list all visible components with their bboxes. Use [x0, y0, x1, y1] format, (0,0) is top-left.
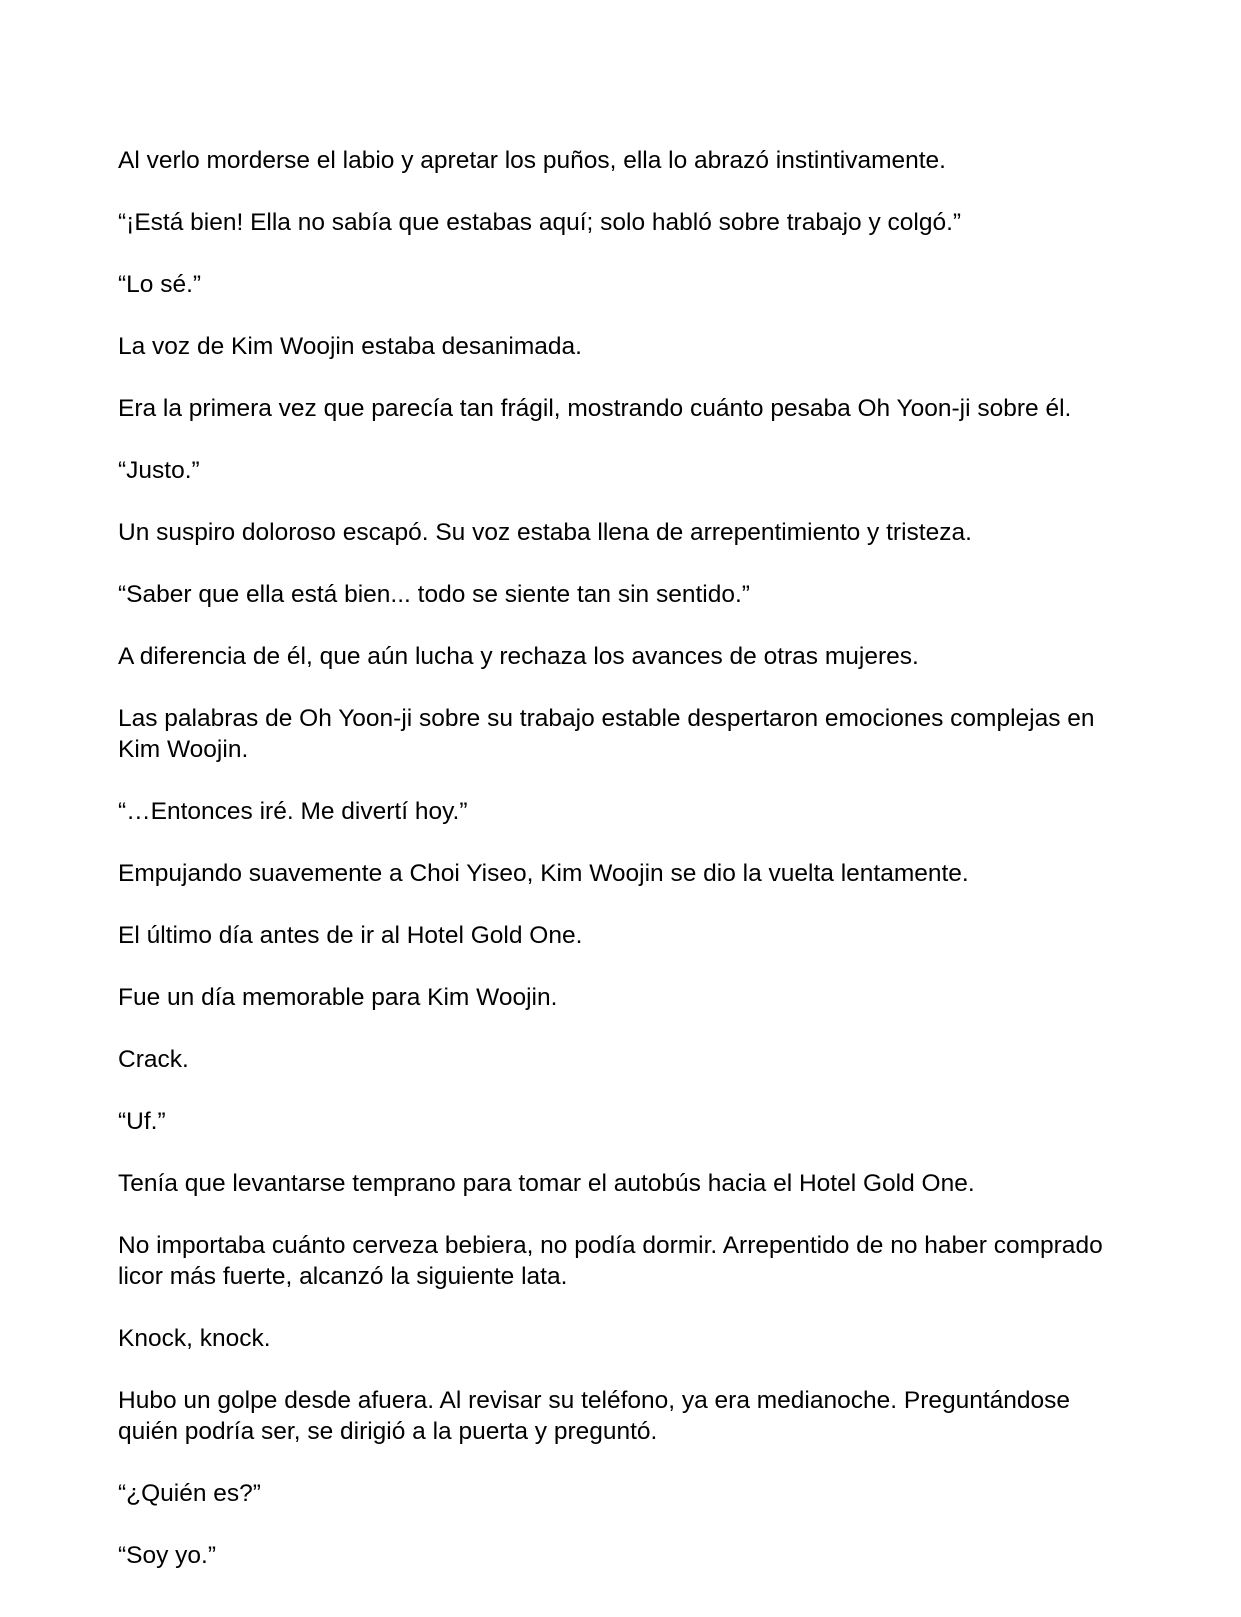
paragraph: “Lo sé.” — [118, 271, 202, 298]
paragraph: “¿Quién es?” — [118, 1480, 261, 1507]
paragraph: La voz de Kim Woojin estaba desanimada. — [118, 333, 582, 360]
paragraph: Fue un día memorable para Kim Woojin. — [118, 984, 558, 1011]
paragraph: Hubo un golpe desde afuera. Al revisar su teléfono, ya era medianoche. Preguntándose quién podría ser, se dirigió a la puerta y preguntó. — [118, 1387, 1071, 1445]
paragraph: “…Entonces iré. Me divertí hoy.” — [118, 798, 468, 825]
document-body — [118, 145, 1118, 1602]
paragraph: “Justo.” — [118, 457, 200, 484]
paragraph: “Saber que ella está bien... todo se siente tan sin sentido.” — [118, 581, 750, 608]
paragraph: “¡Está bien! Ella no sabía que estabas aquí; solo habló sobre trabajo y colgó.” — [118, 209, 962, 236]
paragraph: Knock, knock. — [118, 1325, 271, 1352]
paragraph: El último día antes de ir al Hotel Gold One. — [118, 922, 583, 949]
paragraph: No importaba cuánto cerveza bebiera, no podía dormir. Arrepentido de no haber comprado licor más fuerte, alcanzó la siguiente lata. — [118, 1232, 1103, 1290]
paragraph: Era la primera vez que parecía tan frágil, mostrando cuánto pesaba Oh Yoon-ji sobre él. — [118, 395, 1072, 422]
paragraph: “Soy yo.” — [118, 1542, 217, 1569]
paragraph: A diferencia de él, que aún lucha y rechaza los avances de otras mujeres. — [118, 643, 919, 670]
paragraph: Las palabras de Oh Yoon-ji sobre su trabajo estable despertaron emociones complejas en Kim Woojin. — [118, 705, 1095, 763]
paragraph: Tenía que levantarse temprano para tomar el autobús hacia el Hotel Gold One. — [118, 1170, 975, 1197]
paragraph: “Uf.” — [118, 1108, 166, 1135]
paragraph: Al verlo morderse el labio y apretar los puños, ella lo abrazó instintivamente. — [118, 147, 946, 174]
paragraph: Crack. — [118, 1046, 189, 1073]
paragraph: Un suspiro doloroso escapó. Su voz estaba llena de arrepentimiento y tristeza. — [118, 519, 972, 546]
paragraph: Empujando suavemente a Choi Yiseo, Kim Woojin se dio la vuelta lentamente. — [118, 860, 969, 887]
